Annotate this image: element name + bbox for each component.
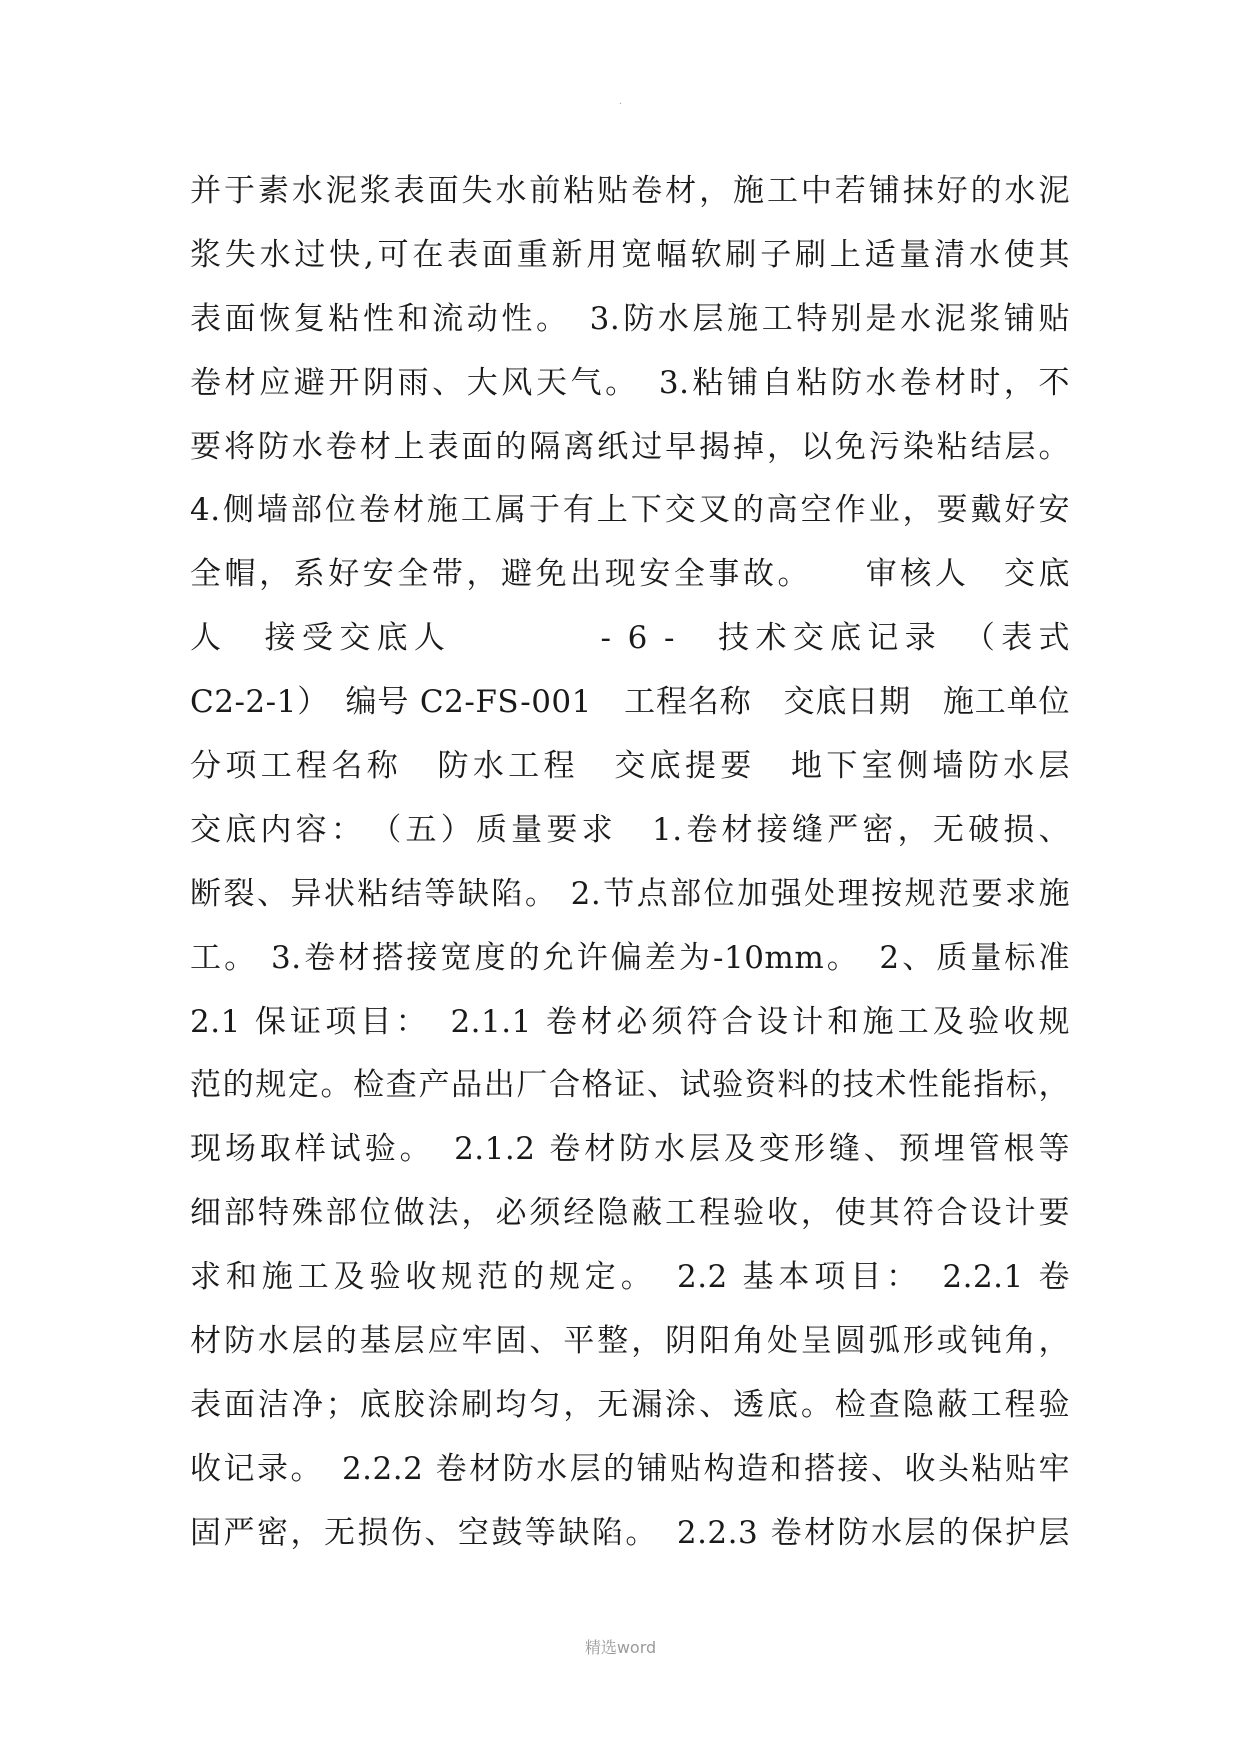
header-mark: . <box>618 96 623 107</box>
body-text <box>190 160 1070 1566</box>
text-line: 4.侧墙部位卷材施工属于有上下交叉的高空作业，要戴好安 <box>190 492 1070 529</box>
text-line: 并于素水泥浆表面失水前粘贴卷材，施工中若铺抹好的水泥 <box>190 173 1070 209</box>
text-line: 2.1 保证项目： 2.1.1 卷材必须符合设计和施工及验收规 <box>190 1003 1070 1040</box>
text-line: 浆失水过快,可在表面重新用宽幅软刷子刷上适量清水使其 <box>190 236 1070 273</box>
text-line: 表面恢复粘性和流动性。 3.防水层施工特别是水泥浆铺贴 <box>190 300 1070 337</box>
text-line: 材防水层的基层应牢固、平整，阴阳角处呈圆弧形或钝角， <box>190 1323 1070 1360</box>
text-line: 交底内容： （五）质量要求 1.卷材接缝严密，无破损、 <box>190 811 1070 848</box>
text-line: 现场取样试验。 2.1.2 卷材防水层及变形缝、预埋管根等 <box>190 1131 1070 1168</box>
text-line: C2-2-1） 编号 C2-FS-001 工程名称 交底日期 施工单位 <box>190 684 1070 721</box>
text-line: 断裂、异状粘结等缺陷。 2.节点部位加强处理按规范要求施 <box>190 875 1070 912</box>
text-line: 工。 3.卷材搭接宽度的允许偏差为-10mm。 2、质量标准 <box>190 939 1070 976</box>
text-line: 范的规定。检查产品出厂合格证、试验资料的技术性能指标， <box>190 1067 1070 1104</box>
text-line: 全帽，系好安全带，避免出现安全事故。 审核人 交底 <box>190 556 1070 593</box>
footer-label: 精选word <box>584 1638 657 1657</box>
text-line: 求和施工及验收规范的规定。 2.2 基本项目： 2.2.1 卷 <box>190 1259 1070 1296</box>
text-line: 细部特殊部位做法，必须经隐蔽工程验收，使其符合设计要 <box>190 1195 1070 1232</box>
text-line: 卷材应避开阴雨、大风天气。 3.粘铺自粘防水卷材时，不 <box>190 364 1070 401</box>
text-line: 分项工程名称 防水工程 交底提要 地下室侧墙防水层 <box>190 748 1070 785</box>
text-line: 表面洁净；底胶涂刷均匀，无漏涂、透底。检查隐蔽工程验 <box>190 1386 1070 1423</box>
text-line: 要将防水卷材上表面的隔离纸过早揭掉，以免污染粘结层。 <box>190 428 1070 465</box>
text-line: 人 接受交底人 - 6 - 技术交底记录 （表式 <box>190 620 1070 657</box>
text-line: 收记录。 2.2.2 卷材防水层的铺贴构造和搭接、收头粘贴牢 <box>190 1450 1070 1487</box>
text-line: 固严密，无损伤、空鼓等缺陷。 2.2.3 卷材防水层的保护层 <box>190 1514 1070 1551</box>
